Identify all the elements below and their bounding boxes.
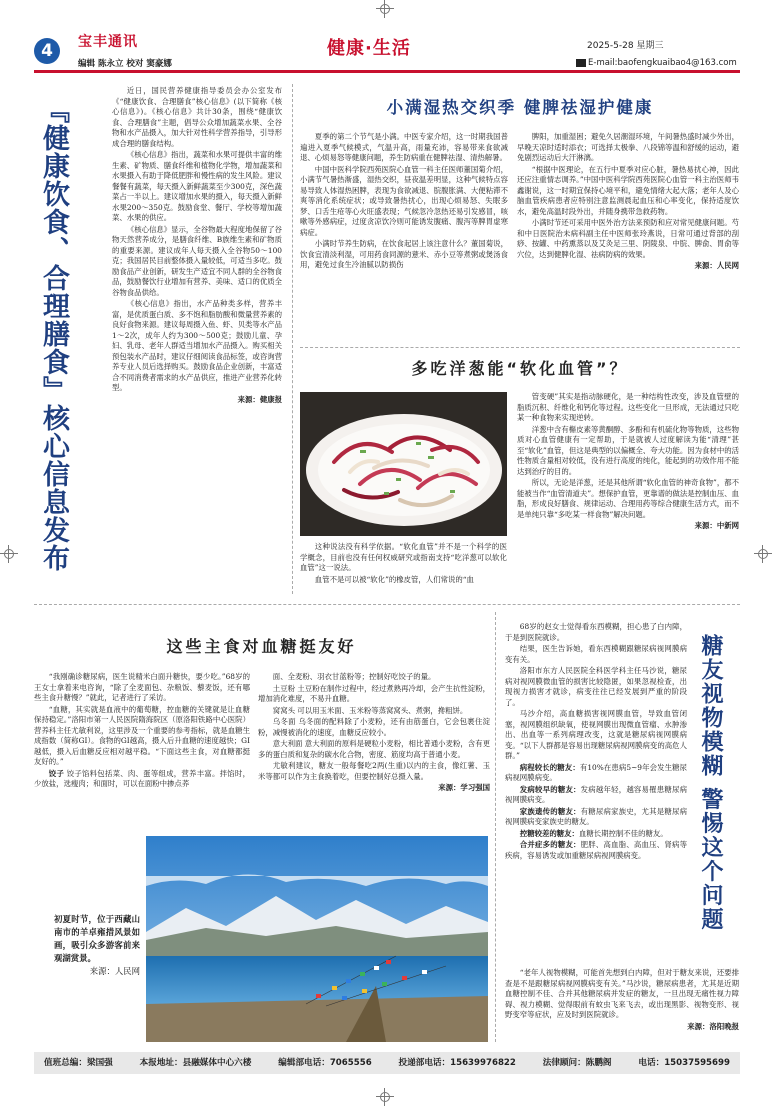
article3-title: 多吃洋葱能“软化血管”？ bbox=[411, 359, 629, 378]
article4-paragraph: 窝窝头 可以用玉米面、玉米粉等蒸窝窝头、煮粥，搀粗饼。 bbox=[272, 705, 468, 715]
footer-address: 本报地址：县融媒体中心六楼 bbox=[139, 1057, 252, 1068]
article1-paragraph: 《核心信息》指出，蔬菜和水果可提供丰富的维生素、矿物质、膳食纤维和植物化学物，增加蔬菜和水果摄入有助于降低肥胖和慢性病的发生风险。建议餐餐有蔬菜，每天摄入新鲜蔬菜至少300克，深色蔬菜占一半以上。建议增加水果的摄入，每天摄入新鲜水果200～350克。鼓励食堂、餐厅、学校等增加蔬菜、水果的供应。 bbox=[112, 150, 283, 223]
risk-item-text: 有10%在患病5~9年会发生糖尿病视网膜病变。 bbox=[505, 762, 687, 783]
section-title: 健康·生活 bbox=[327, 38, 411, 59]
article5-paragraph: “老年人视物模糊，可能首先想到白内障，但对于糖友来说，还要排查是不是跟糖尿病视网膜病变有关。”马沙说，糖尿病患者，尤其是近期血糖控制不佳、合并其他糖尿病并发症的糖友，一旦出现无痛性视力障碍、视力模糊、觉得眼前有蚊虫飞来飞去，或出现黑影、视物变形、视野变窄等症状，应及时到医院就诊。 bbox=[505, 968, 739, 1020]
article4-paragraph: 饺子馅料包括菜、肉、蛋等组成，营养丰富。拌馅时，少放盐，选瘦肉；和面时，可以在面粉中掺点荞 bbox=[34, 768, 250, 789]
risk-item-label: 发病较早的糖友： bbox=[519, 784, 581, 794]
article1-body bbox=[112, 86, 282, 405]
article4-paragraph: “我刚确诊糖尿病，医生说精米白面升糖快，要少吃。”68岁的王女士拿着来电咨询，“除了全麦面包、杂粮饭、藜麦饭，还有哪些主食升糖慢？”就此，记者进行了采访。 bbox=[34, 672, 250, 703]
article4-paragraph: 土豆粉 土豆粉在制作过程中，经过煮熟再冷却，会产生抗性淀粉，增加消化难度，不易升血糖。 bbox=[258, 683, 490, 704]
footer-legal-advisor: 法律顾问：陈鹏阁 bbox=[542, 1057, 612, 1068]
article1-source: 来源：健康报 bbox=[237, 394, 282, 404]
lake-photo bbox=[146, 836, 488, 1042]
section-divider bbox=[300, 347, 740, 348]
article5-paragraph: 68岁的赵女士觉得看东西模糊，担心患了白内障，于是到医院就诊。 bbox=[505, 622, 687, 642]
article2-source: 来源：人民网 bbox=[694, 261, 739, 271]
footer-bar bbox=[34, 1052, 740, 1074]
footer-phone: 电话：15037595699 bbox=[638, 1057, 730, 1068]
article3-paragraph: 这种说法没有科学依据。“软化血管”并不是一个科学的医学概念，目前也没有任何权威研究或指南支持“吃洋葱可以软化血管”这一说法。 bbox=[300, 542, 507, 573]
email-line: E-mail:baofengkuaibao4@163.com bbox=[588, 58, 737, 68]
article2-paragraph: 中国中医科学院西苑医院心血管一科主任医师董国菊介绍，小满节气暑热渐盛，湿热交织，昼夜温差明显，这种气候特点容易导致人体湿热困脾，表现为食欲减退、脘腹胀满、大便粘滞不爽等消化系统症状；或导致暑热扰心，出现心烦易怒、失眠多梦、口舌生疮等心火旺盛表现；气候忽冷忽热还易引发感冒，咳嗽等外感病症，过度贪凉饮冷则可能诱发腹痛、腹泻等脾胃虚寒病症。 bbox=[300, 164, 508, 237]
header-rule bbox=[34, 70, 740, 73]
article5-paragraph: 洛阳市东方人民医院全科医学科主任马沙说，糖尿病对视网膜微血管的损害比较隐匿，如果忽视检查，出现视力损害才就诊，病变往往已经发展到严重的阶段了。 bbox=[505, 666, 687, 707]
editors-line: 编辑 陈永立 校对 窦豪娜 bbox=[78, 59, 172, 69]
article5-paragraph: 结果，医生告诉她，看东西模糊跟糖尿病视网膜病变有关。 bbox=[505, 644, 687, 664]
food-label: 饺子 bbox=[48, 768, 65, 778]
date-line: 2025-5-28 星期三 bbox=[587, 41, 664, 51]
article3-paragraph: 管变硬”其实是指动脉硬化，是一种结构性改变，涉及血管壁的脂质沉积、纤维化和钙化等过程。这些变化一旦形成，无法通过只吃某一种食物来实现逆转。 bbox=[517, 392, 739, 423]
article3-col1 bbox=[300, 542, 507, 586]
article4-paragraph: “血糖，其实就是血液中的葡萄糖，控血糖的关键就是让血糖保持稳定。”洛阳市第一人民医院隋海院区（原洛阳铁路中心医院）营养科主任尤敏利说，这里涉及一个重要的参考指标，就是血糖生成指数（简称GI）。食物的GI越高，摄入后升血糖的速度越快；GI越低，摄入后血糖反应相对越平稳。“下面这些主食，对血糖都挺友好的。” bbox=[34, 704, 250, 767]
article4-source: 来源：学习强国 bbox=[438, 783, 490, 793]
article4-paragraph: 尤敏利建议，糖友一般每餐吃2两(生重)以内的主食，像红薯、玉米等都可以作为主食换着吃，但要控制好总摄入量。 bbox=[258, 761, 490, 781]
risk-item-text: 有糖尿病家族史，尤其是糖尿病视网膜病变家族史的糖友。 bbox=[505, 806, 687, 827]
article5-source: 来源：洛阳晚报 bbox=[687, 1021, 739, 1031]
article2-paragraph: “根据中医理论，在五行中夏季对应心脏，暑热易扰心神，因此还应注重情志调养。”中国中医科学院西苑医院心血管一科主治医师韦鑫谢说，这一时期宜保持心境平和，避免情绪大起大落；老年人及心脑血管疾病患者应特别注意监测晨起血压和心率变化，保持适度饮水，避免高温时段外出，并随身携带急救药物。 bbox=[517, 164, 739, 216]
article4-col1 bbox=[34, 672, 250, 791]
article2-paragraph: 小满时节还可采用中医外治方法来预防和应对常见健康问题。芍和中日医院治未病科副主任中医师张玲燕说，日常可通过背部的刮痧、按罐、中药熏蒸以及艾灸足三里、阴陵泉、中脘、脾俞、胃俞等穴位，达到健脾化湿、祛病防病的效果。 bbox=[517, 218, 739, 259]
article2-title: 小满湿热交织季 健脾祛湿护健康 bbox=[386, 98, 654, 117]
article4-paragraph: 意大利面 意大利面的原料是硬粒小麦粉，相比普通小麦粉，含有更多的蛋白质和复杂的碳水化合物，密度、筋度均高于普通小麦。 bbox=[258, 739, 490, 759]
risk-item-label: 家族遗传的糖友： bbox=[519, 806, 581, 816]
photo-caption-source: 来源：人民网 bbox=[89, 966, 140, 977]
article2-paragraph: 夏季的第二个节气是小满。中医专家介绍，这一时期我国普遍进入夏季气候模式，气温升高，雨量充沛，容易带来食欲减退、心烦易怒等健康问题，养生防病重在健脾祛湿、清热解暑。 bbox=[300, 132, 508, 163]
article3-source: 来源：中新网 bbox=[694, 521, 739, 531]
onion-salad-photo bbox=[300, 392, 507, 536]
article4-paragraph: 乌冬面 乌冬面的配料除了小麦粉，还有由筋蛋白，它会包裹住淀粉，减慢被消化的速度，血糖反应较小。 bbox=[258, 717, 490, 737]
registration-mark-top bbox=[376, 0, 394, 18]
article1-vertical-title: 『健康饮食、合理膳食』核心信息发布 bbox=[38, 96, 69, 572]
article2-paragraph: 脾阳，加重湿困；避免久居潮湿环境，午间暑热盛时减少外出，早晚天凉时适时添衣；可选择太极拳、八段锦等温和舒缓的运动，避免剧烈运动后大汗淋漓。 bbox=[517, 132, 739, 163]
article3-col2 bbox=[517, 392, 739, 532]
registration-mark-right bbox=[754, 545, 772, 563]
article2-paragraph: 小满时节养生防病，在饮食起居上该注意什么？董国菊说，饮食宜清淡利湿，可用药食同源的薏米、赤小豆等煮粥或煲汤食用，避免过食生冷油腻以防损伤 bbox=[300, 239, 508, 270]
article4-paragraph: 面、全麦粉、羽衣甘蓝粉等；控制好吃饺子的量。 bbox=[272, 672, 436, 681]
risk-item-text: 肥胖、高血脂、高血压、肾病等疾病，容易诱发或加重糖尿病视网膜病变。 bbox=[505, 840, 687, 860]
article2-col1 bbox=[300, 132, 508, 272]
registration-mark-left bbox=[0, 545, 18, 563]
registration-mark-bottom bbox=[376, 1088, 394, 1106]
envelope-icon bbox=[576, 59, 586, 67]
article5-closing bbox=[505, 968, 739, 1032]
article3-paragraph: 血管不是可以被“软化”的橡皮管，人们常说的“血 bbox=[314, 574, 474, 584]
article5-body bbox=[505, 622, 687, 862]
footer-delivery-phone: 投递部电话：15639976822 bbox=[398, 1057, 516, 1068]
footer-chief-editor: 值班总编：梁国强 bbox=[44, 1057, 113, 1068]
photo-caption-text: 初夏时节，位于西藏山南市的羊卓雍措风景如画，吸引众多游客前来观湖赏景。 bbox=[54, 914, 140, 964]
article1-paragraph: 近日，国民营养健康指导委员会办公室发布《“健康饮食、合理膳食”核心信息》(以下简称《核心信息》)。《核心信息》共计30条，围绕“健康饮食、合理膳食”主题，倡导公众增加蔬菜水果、全谷物和水产品摄入，加大针对性科学营养指导，引导形成合理的膳食结构。 bbox=[112, 86, 282, 148]
article3-paragraph: 洋葱中含有槲皮素等黄酮醇、多酚和有机硫化物等物质，这些物质对心血管健康有一定帮助，于是就被人过度解读为能“清理”甚至“软化”血管，但这是典型的以偏概全、夸大功能。因为食材中的活性物质含量相对较低，没有进行高度的纯化，能起到的功效作用不能达到治疗的目的。 bbox=[517, 424, 739, 476]
article4-col2 bbox=[258, 672, 490, 794]
section-divider bbox=[34, 604, 740, 605]
column-divider bbox=[495, 612, 496, 1042]
lake-landscape-illustration bbox=[146, 836, 488, 1042]
paper-name: 宝丰通讯 bbox=[78, 34, 138, 50]
page-number: 4 bbox=[34, 38, 60, 64]
risk-item-label: 病程较长的糖友： bbox=[519, 762, 580, 772]
risk-item-label: 控糖较差的糖友： bbox=[519, 828, 579, 838]
risk-item-text: 血糖长期控制不佳的糖友。 bbox=[578, 828, 668, 838]
article2-col2 bbox=[517, 132, 739, 272]
photo-caption bbox=[54, 913, 140, 978]
article3-paragraph: 所以，无论是洋葱，还是其他所谓“软化血管的神奇食物”，都不能被当作“血管清道夫”。想保护血管，更靠谱的做法是控制血压、血脂，形成良好膳食、规律运动、合理用药等综合健康生活方式，而不是单纯只靠“多吃某一样食物”解决问题。 bbox=[517, 478, 739, 519]
article4-title: 这些主食对血糖挺友好 bbox=[166, 637, 357, 656]
risk-item-label: 合并症多的糖友： bbox=[519, 840, 581, 850]
footer-editorial-phone: 编辑部电话：7065556 bbox=[278, 1057, 372, 1068]
risk-item-text: 发病越年轻，越容易罹患糖尿病视网膜病变。 bbox=[505, 784, 687, 805]
article5-vertical-title: 糖友视物模糊 警惕这个问题 bbox=[698, 634, 723, 932]
article1-paragraph: 《核心信息》指出，水产品种类多样，营养丰富，是优质蛋白质、多不饱和脂肪酸和微量营养素的良好食物来源。建议每周摄入鱼、虾、贝类等水产品1～2次，成年人约为300～500克；鼓励儿童、孕妇、乳母、老年人群适当增加水产品摄入。购买相关预包装水产品时，建议仔细阅读食品标签，或咨询营养专业人员后选择购买。鼓励食品企业创新，丰富适合不同消费者需求的水产品供应，推进产业营养化转型。 bbox=[112, 299, 282, 393]
article5-paragraph: 马沙介绍，高血糖损害视网膜血管，导致血管闭塞，视网膜组织缺氧，使视网膜出现微血管瘤、水肿渗出、出血等一系列病理改变，这就是糖尿病视网膜病变。“以下人群都是容易出现糖尿病视网膜病变的高危人群。” bbox=[505, 709, 687, 761]
article1-paragraph: 《核心信息》显示，全谷物最大程度地保留了谷物天然营养成分，是膳食纤维、B族维生素和矿物质的重要来源。建议成年人每天摄入全谷物50～100克；我国居民目前整体摄入量较低，可适当多吃。鼓励食品产业创新，研发生产适宜不同人群的全谷物食品，鼓励餐饮行业增加有营养、美味、适口的优质全谷物食品供给。 bbox=[112, 224, 283, 297]
onion-salad-illustration bbox=[300, 392, 507, 536]
column-divider bbox=[292, 84, 293, 594]
